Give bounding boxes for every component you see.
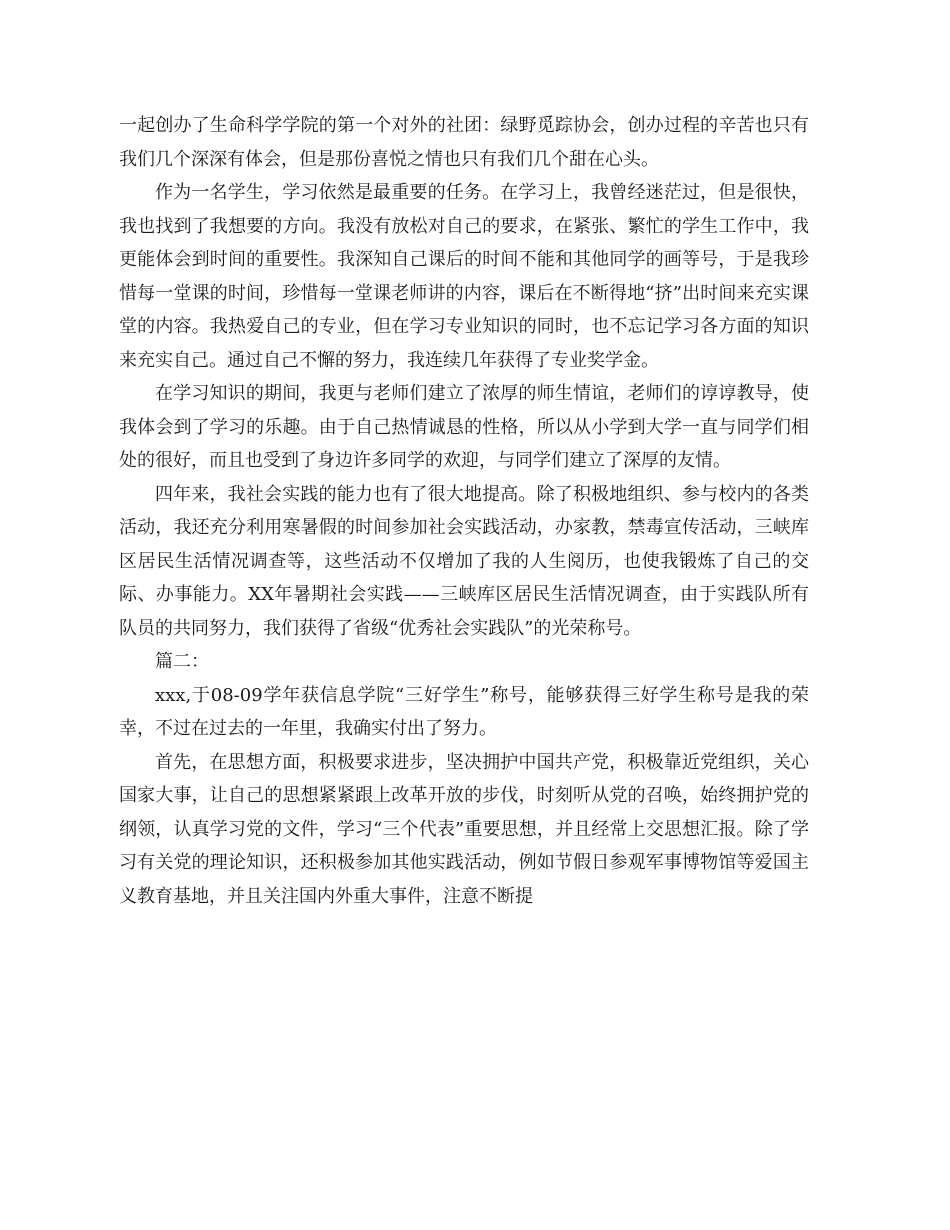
paragraph-2: 作为一名学生，学习依然是最重要的任务。在学习上，我曾经迷茫过，但是很快，我也找到了我想要的方向。我没有放松对自己的要求，在紧张、繁忙的学生工作中，我更能体会到时间的重要性。我深知自己课后的时间不能和其他同学的画等号，于是我珍惜每一堂课的时间，珍惜每一堂课老师讲的内容，课后在不断得地“挤”出时间来充实课堂的内容。我热爱自己的专业，但在学习专业知识的同时，也不忘记学习各方面的知识来充实自己。通过自己不懈的努力，我连续几年获得了专业奖学金。 <box>119 182 809 371</box>
paragraph-1: 一起创办了生命科学学院的第一个对外的社团：绿野觅踪协会，创办过程的辛苦也只有我们几个深深有体会，但是那份喜悦之情也只有我们几个甜在心头。 <box>119 115 809 170</box>
paragraph-5: xxx,于08-09学年获信息学院“三好学生”称号，能够获得三好学生称号是我的荣幸，不过在过去的一年里，我确实付出了努力。 <box>119 684 809 739</box>
paragraph-3: 在学习知识的期间，我更与老师们建立了浓厚的师生情谊，老师们的谆谆教导，使我体会到了学习的乐趣。由于自己热情诚恳的性格，所以从小学到大学一直与同学们相处的很好，而且也受到了身边许多同学的欢迎，与同学们建立了深厚的友情。 <box>119 383 809 471</box>
document-body <box>119 109 809 913</box>
paragraph-4: 四年来，我社会实践的能力也有了很大地提高。除了积极地组织、参与校内的各类活动，我还充分利用寒暑假的时间参加社会实践活动，办家教，禁毒宣传活动，三峡库区居民生活情况调查等，这些活动不仅增加了我的人生阅历，也使我锻炼了自己的交际、办事能力。XX年暑期社会实践——三峡库区居民生活情况调查，由于实践队所有队员的共同努力，我们获得了省级“优秀社会实践队”的光荣称号。 <box>119 483 809 639</box>
section-heading: 篇二： <box>155 651 209 672</box>
paragraph-6: 首先，在思想方面，积极要求进步，坚决拥护中国共产党，积极靠近党组织，关心国家大事，让自己的思想紧紧跟上改革开放的步伐，时刻听从党的召唤，始终拥护党的纲领，认真学习党的文件，学习“三个代表”重要思想，并且经常上交思想汇报。除了学习有关党的理论知识，还积极参加其他实践活动，例如节假日参观军事博物馆等爱国主义教育基地，并且关注国内外重大事件，注意不断提 <box>119 751 809 907</box>
